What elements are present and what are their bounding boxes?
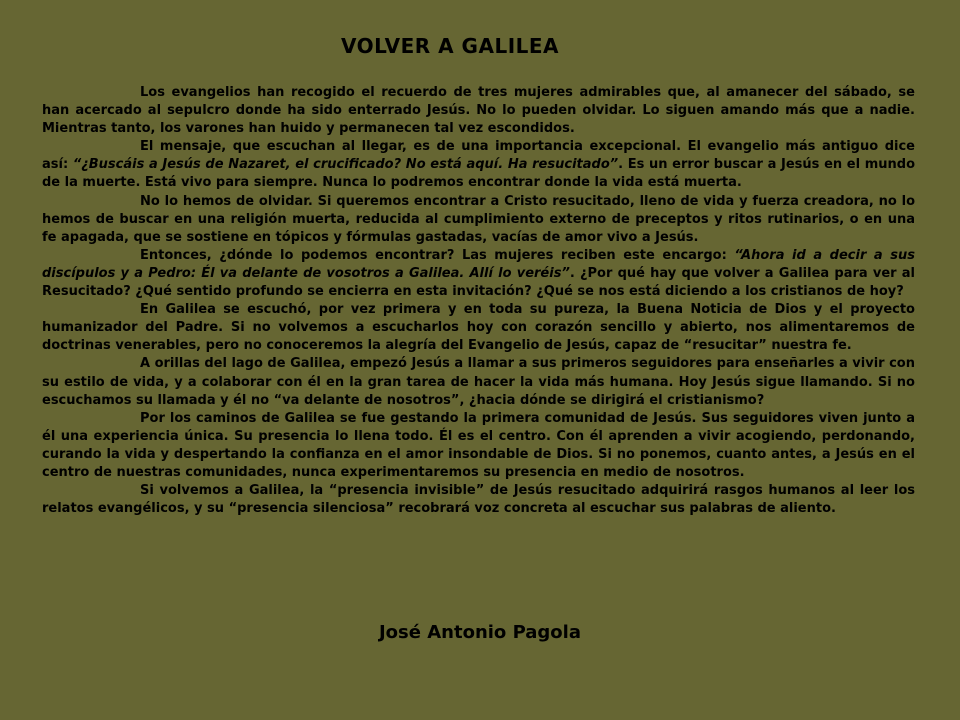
paragraph-text: En Galilea se escuchó, por vez primera y en toda su pureza, la Buena Noticia de Dios y el proyecto humanizador del Padre. Si no volvemos a escucharlos hoy con corazón sencillo y abierto, nos alimentaremos de doctrinas venerables, pero no conoceremos la alegría del Evangelio de Jesús, capaz de “resucitar” nuestra fe. — [42, 302, 915, 354]
paragraph-text: Los evangelios han recogido el recuerdo de tres mujeres admirables que, al amanecer del sábado, se han acercado al sepulcro donde ha sido enterrado Jesús. No lo pueden olvidar. Lo siguen amando más que a nadie. Mientras tanto, los varones han huido y permanecen tal vez escondidos. — [42, 85, 915, 137]
article-body — [42, 84, 915, 518]
paragraph-text: . Es un error buscar a Jesús en el mundo de la muerte. Está vivo para siempre. Nunca lo podremos encontrar donde la vida está muerta. — [42, 157, 915, 191]
paragraph — [42, 355, 915, 409]
author-signature: José Antonio Pagola — [378, 622, 581, 643]
paragraph — [42, 410, 915, 482]
paragraph-text: . ¿Por qué hay que volver a Galilea para ver al Resucitado? ¿Qué sentido profundo se encierra en esta invitación? ¿Qué se nos está diciendo a los cristianos de hoy? — [42, 265, 915, 300]
paragraph-text: El mensaje, que escuchan al llegar, es de una importancia excepcional. El evangelio más antiguo dice así: — [42, 139, 915, 173]
paragraph — [42, 138, 915, 192]
paragraph-text: Por los caminos de Galilea se fue gestando la primera comunidad de Jesús. Sus seguidores viven junto a él una experiencia única. Su presencia lo llena todo. Él es el centro. Con él aprenden a vivir acogiendo, perdonando, curando la vida y despertando la confianza en el amor insondable de Dios. Si no ponemos, cuanto antes, a Jesús en el centro de nuestras comunidades, nunca experimentaremos su presencia en medio de nosotros. — [42, 410, 915, 480]
page-title: VOLVER A GALILEA — [340, 34, 560, 58]
paragraph-text: Entonces, ¿dónde lo podemos encontrar? Las mujeres reciben este encargo: — [140, 247, 735, 263]
quotation: “Ahora id a decir a sus discípulos y a Pedro: Él va delante de vosotros a Galilea. Allí lo veréis” — [42, 247, 915, 281]
paragraph — [42, 482, 915, 518]
paragraph — [42, 193, 915, 247]
paragraph — [42, 84, 915, 138]
paragraph-text: No lo hemos de olvidar. Si queremos encontrar a Cristo resucitado, lleno de vida y fuerza creadora, no lo hemos de buscar en una religión muerta, reducida al cumplimiento externo de preceptos y ritos rutinarios, o en una fe apagada, que se sostiene en tópicos y fórmulas gastadas, vacías de amor vivo a Jesús. — [42, 193, 915, 245]
paragraph-text: A orillas del lago de Galilea, empezó Jesús a llamar a sus primeros seguidores para enseñarles a vivir con su estilo de vida, y a colaborar con él en la gran tarea de hacer la vida más humana. Hoy Jesús sigue llamando. Si no escuchamos su llamada y él no “va delante de nosotros”, ¿hacia dónde se dirigirá el cristianismo? — [42, 356, 915, 408]
paragraph — [42, 247, 915, 301]
paragraph-text: Si volvemos a Galilea, la “presencia invisible” de Jesús resucitado adquirirá rasgos humanos al leer los relatos evangélicos, y su “presencia silenciosa” recobrará voz concreta al escuchar sus palabras de aliento. — [42, 483, 915, 517]
quotation: “¿Buscáis a Jesús de Nazaret, el crucificado? No está aquí. Ha resucitado” — [72, 157, 619, 173]
paragraph — [42, 301, 915, 355]
